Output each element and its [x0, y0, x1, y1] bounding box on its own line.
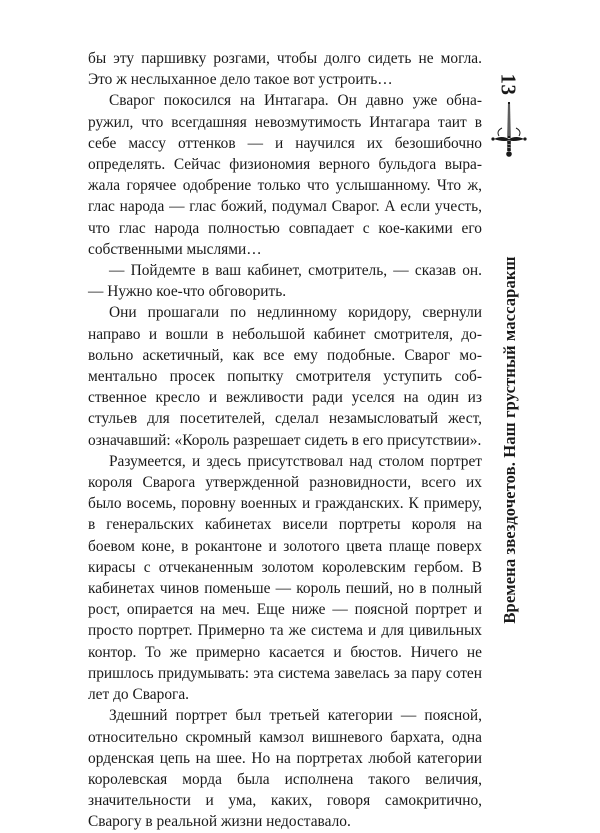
paragraph-4: Они прошагали по недлинному коридору, свернули направо и вошли в небольшой кабинет смотрителя, довольно аскетичный, как все ему подобные. Сварог моментально просек попытку смотрителя уступить собственное кресло и вежливости ради уселся на один из стульев для посетителей, сделал незамысловатый жест, означавший: «Король разрешает сидеть в его присутствии». — [88, 304, 482, 449]
paragraph-6: Здешний портрет был третьей категории — поясной, относительно скромный камзол вишневого бархата, одна орденская цепь на шее. Но на портретах любой категории королевская морда была исполнена такого величия, значительности и ума, каких, говоря самокритично, Сварогу в реальной жизни недоставало. — [88, 707, 482, 831]
sword-ornament-icon — [482, 98, 536, 160]
paragraph-2: Сварог покосился на Интагара. Он давно уже обнаружил, что всегдашняя невозмутимость Интагара таит в себе массу оттенков — и научился их безошибочно определять. Сейчас физиономия верного бульдога выражала горячее одобрение только что услышанному. Что ж, глас народа — глас божий, подумал Сварог. А если учесть, что глас народа полностью совпадает с кое-какими его собственными мыслями… — [88, 92, 482, 258]
paragraph-3-dialogue: — Пойдемте в ваш кабинет, смотритель, — сказав он. — Нужно кое-что обговорить. — [88, 262, 482, 301]
paragraph-5: Разумеется, и здесь присутствовал над столом портрет короля Сварога утвержденной разновидности, всего их было восемь, поровну военных и гражданских. К примеру, в генеральских кабинетах висели портреты короля на боевом коне, в рокантоне и золотого цвета плаще поверх кирасы с отчеканенным золотом королевским гербом. В кабинетах чинов поменьше — король пеший, но в полный рост, опирается на меч. Еще ниже — поясной портрет и просто портрет. Примерно та же система и для цивильных контор. То же примерно касается и бюстов. Ничего не пришлось придумывать: эта система завелась за пару сотен лет до Сварога. — [88, 452, 482, 704]
page-number: 13 — [496, 73, 521, 96]
paragraph-1: бы эту паршивку розгами, чтобы долго сидеть не могла. Это ж неслыханное дело такое вот устроить… — [88, 50, 482, 89]
running-title: Времена звездочетов. Наш грустный массаракш — [500, 256, 519, 624]
body-text — [88, 48, 482, 833]
